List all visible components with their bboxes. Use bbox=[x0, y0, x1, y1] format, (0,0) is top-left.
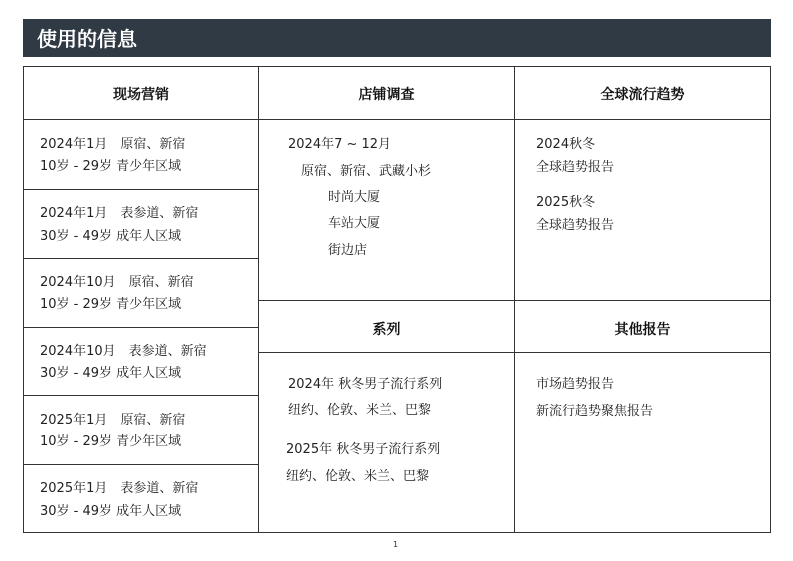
trend-report: 全球趋势报告 bbox=[536, 218, 615, 233]
marketing-entry-date-area: 2025年1月 原宿、新宿 bbox=[40, 413, 186, 428]
marketing-entry-date-area: 2024年1月 表参道、新宿 bbox=[40, 206, 199, 221]
series-cities: 纽约、伦敦、米兰、巴黎 bbox=[286, 469, 430, 484]
trend-report: 全球趋势报告 bbox=[536, 160, 615, 175]
entry-divider bbox=[24, 395, 258, 396]
survey-period: 2024年7 ~ 12月 bbox=[288, 137, 392, 152]
series-cities: 纽约、伦敦、米兰、巴黎 bbox=[288, 403, 432, 418]
other-report-item: 新流行趋势聚焦报告 bbox=[536, 404, 654, 419]
header-field-marketing: 现场营销 bbox=[113, 87, 169, 103]
survey-store-type: 时尚大厦 bbox=[328, 190, 381, 205]
trend-season: 2024秋冬 bbox=[536, 137, 596, 152]
page-title: 使用的信息 bbox=[37, 27, 137, 51]
header-global-trends: 全球流行趋势 bbox=[600, 87, 685, 103]
page-number: 1 bbox=[393, 540, 399, 549]
marketing-entry-age-zone: 30岁 - 49岁 成年人区域 bbox=[40, 504, 182, 519]
survey-store-type: 车站大厦 bbox=[328, 216, 381, 231]
marketing-entry-age-zone: 10岁 - 29岁 青少年区域 bbox=[40, 434, 182, 449]
title-bar bbox=[23, 19, 771, 57]
marketing-entry-age-zone: 30岁 - 49岁 成年人区域 bbox=[40, 229, 182, 244]
marketing-entry-date-area: 2024年1月 原宿、新宿 bbox=[40, 137, 186, 152]
header-store-survey: 店铺调查 bbox=[358, 87, 415, 103]
entry-divider bbox=[24, 258, 258, 259]
header-divider bbox=[24, 119, 770, 120]
series-name: 2024年 秋冬男子流行系列 bbox=[288, 377, 443, 392]
trend-season: 2025秋冬 bbox=[536, 195, 596, 210]
marketing-entry-date-area: 2025年1月 表参道、新宿 bbox=[40, 481, 199, 496]
marketing-entry-age-zone: 30岁 - 49岁 成年人区域 bbox=[40, 366, 182, 381]
section-divider bbox=[258, 300, 770, 301]
header-other-reports: 其他报告 bbox=[614, 322, 671, 338]
survey-store-type: 街边店 bbox=[328, 243, 368, 258]
other-report-item: 市场趋势报告 bbox=[536, 377, 615, 392]
survey-areas: 原宿、新宿、武藏小杉 bbox=[301, 164, 432, 179]
marketing-entry-date-area: 2024年10月 表参道、新宿 bbox=[40, 344, 207, 359]
marketing-entry-date-area: 2024年10月 原宿、新宿 bbox=[40, 275, 194, 290]
marketing-entry-age-zone: 10岁 - 29岁 青少年区域 bbox=[40, 297, 182, 312]
marketing-entry-age-zone: 10岁 - 29岁 青少年区域 bbox=[40, 159, 182, 174]
subheader-divider bbox=[258, 352, 770, 353]
entry-divider bbox=[24, 327, 258, 328]
series-name: 2025年 秋冬男子流行系列 bbox=[286, 442, 441, 457]
entry-divider bbox=[24, 464, 258, 465]
info-table bbox=[23, 66, 771, 533]
header-series: 系列 bbox=[372, 322, 401, 338]
entry-divider bbox=[24, 189, 258, 190]
